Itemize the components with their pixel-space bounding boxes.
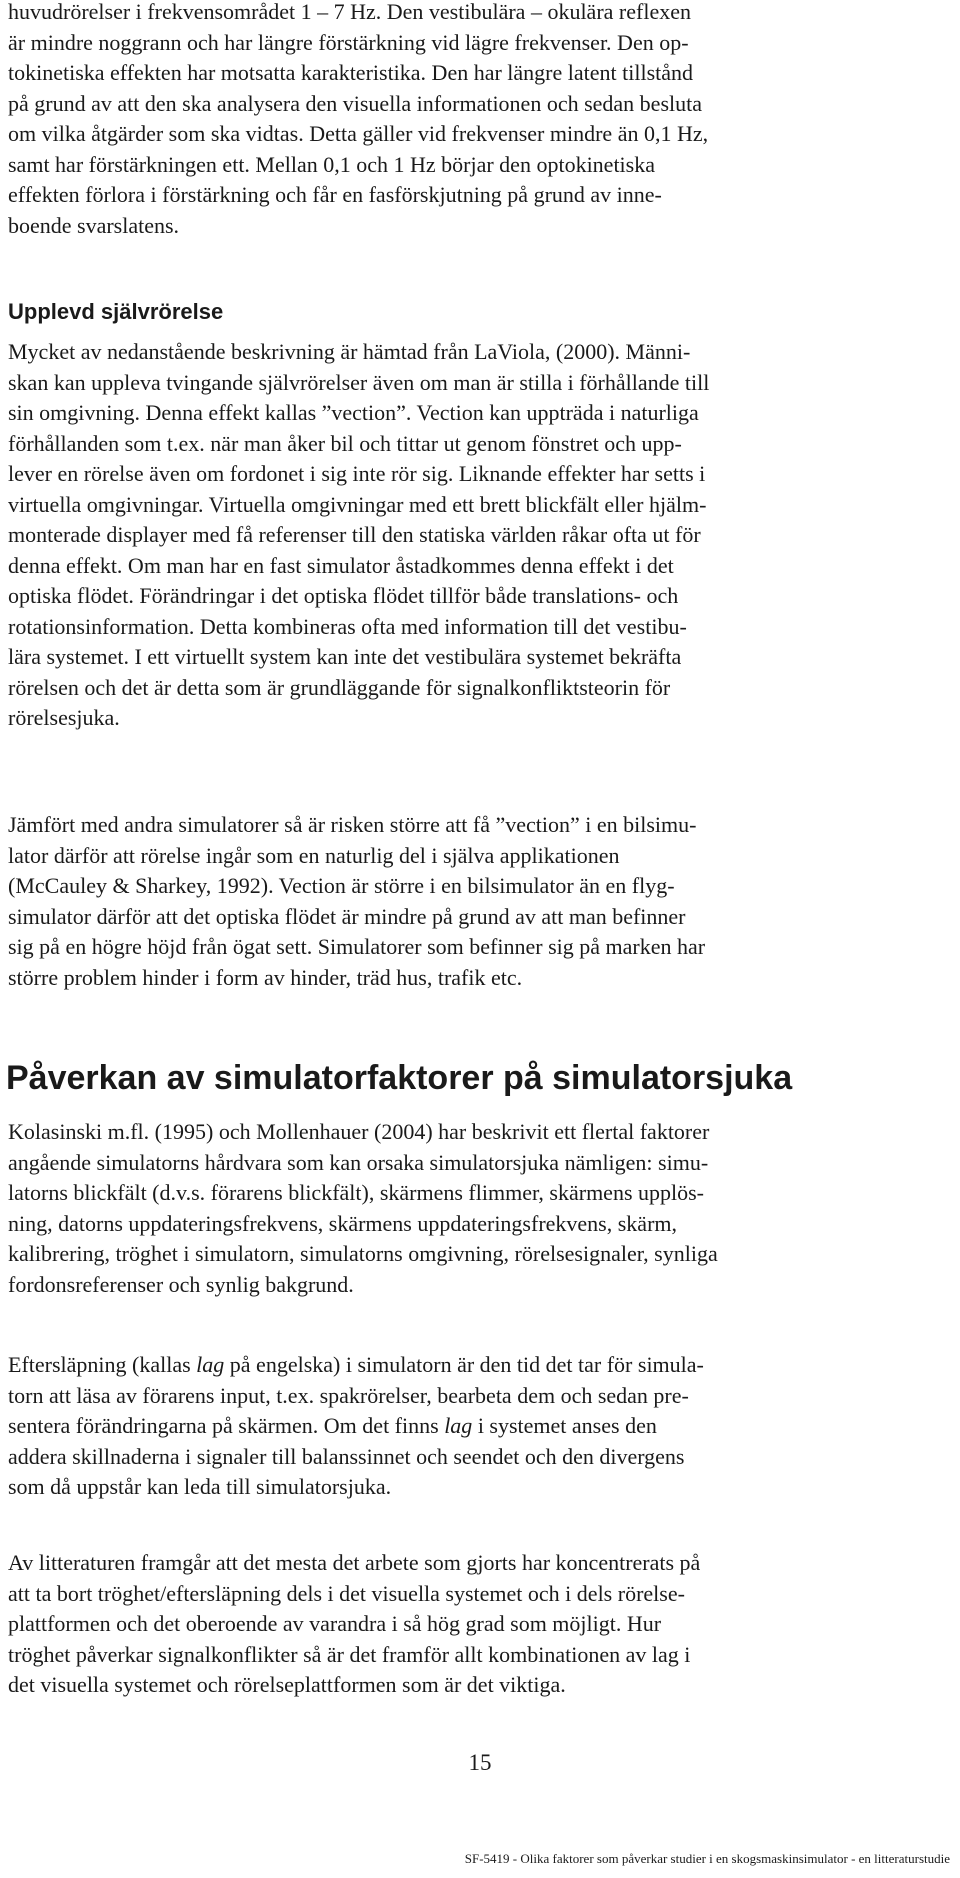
section-heading-upplevd: Upplevd självrörelse <box>8 299 224 324</box>
text-line: effekten förlora i förstärkning och får en fasförskjutning på grund av inne- <box>8 182 662 207</box>
text-line: latorns blickfält (d.v.s. förarens blickfält), skärmens flimmer, skärmens upplös- <box>8 1180 705 1205</box>
text-line: ning, datorns uppdateringsfrekvens, skärmens uppdateringsfrekvens, skärm, <box>8 1210 678 1236</box>
text-line: rörelsen och det är detta som är grundläggande för signalkonfliktsteorin för <box>8 674 671 700</box>
text-line: att ta bort tröghet/eftersläpning dels i det visuella systemet och i dels rörelse- <box>8 1580 685 1606</box>
text-line: det visuella systemet och rörelseplattformen som är det viktiga. <box>8 1672 566 1697</box>
text-line <box>8 1411 958 1442</box>
text-line: kalibrering, tröghet i simulatorn, simulatorns omgivning, rörelsesignaler, synliga <box>8 1241 718 1266</box>
chapter-heading-paverkan: Påverkan av simulatorfaktorer på simulatorsjuka <box>6 1059 793 1097</box>
text-line: sin omgivning. Denna effekt kallas ”vection”. Vection kan uppträda i naturliga <box>8 400 699 425</box>
text-run: i systemet anses den <box>472 1413 657 1438</box>
text-line: optiska flödet. Förändringar i det optiska flödet tillför både translations- och <box>8 583 679 608</box>
text-line: lator därför att rörelse ingår som en naturlig del i själva applikationen <box>8 842 620 868</box>
text-line: addera skillnaderna i signaler till balanssinnet och seendet och den divergens <box>8 1443 685 1469</box>
text-line: torn att läsa av förarens input, t.ex. spakrörelser, bearbeta dem och sedan pre- <box>8 1382 689 1408</box>
text-line: större problem hinder i form av hinder, träd hus, trafik etc. <box>8 964 523 990</box>
text-line: Mycket av nedanstående beskrivning är hämtad från LaViola, (2000). Männi- <box>8 339 691 364</box>
text-line: virtuella omgivningar. Virtuella omgivningar med ett brett blickfält eller hjälm- <box>8 491 707 517</box>
text-line: Av litteraturen framgår att det mesta det arbete som gjorts har koncentrerats på <box>8 1550 701 1575</box>
text-line: sig på en högre höjd från ögat sett. Simulatorer som befinner sig på marken har <box>8 934 706 959</box>
paragraph-jamfort <box>8 810 958 993</box>
page-footer: SF-5419 - Olika faktorer som påverkar studier i en skogsmaskinsimulator - en litteraturstudie <box>464 1851 950 1866</box>
text-line: lever en rörelse även om fordonet i sig inte rör sig. Liknande effekter har setts i <box>8 461 706 486</box>
paragraph-litteraturen <box>8 1548 958 1701</box>
paragraph-eftersl <box>8 1350 958 1503</box>
text-line: rörelsesjuka. <box>8 705 120 730</box>
text-line: boende svarslatens. <box>8 212 180 238</box>
paragraph-kolasinski <box>8 1117 958 1300</box>
text-line: (McCauley & Sharkey, 1992). Vection är större i en bilsimulator än en flyg- <box>8 873 675 898</box>
text-line: tokinetiska effekten har motsatta karakteristika. Den har längre latent tillstånd <box>8 60 694 85</box>
text-line: simulator därför att det optiska flödet är mindre på grund av att man befinner <box>8 903 686 929</box>
text-line: rotationsinformation. Detta kombineras ofta med information till det vestibu- <box>8 613 687 639</box>
text-line: på grund av att den ska analysera den visuella informationen och sedan besluta <box>8 90 702 116</box>
text-line: är mindre noggrann och har längre förstärkning vid lägre frekvenser. Den op- <box>8 29 689 55</box>
text-line: om vilka åtgärder som ska vidtas. Detta gäller vid frekvenser mindre än 0,1 Hz, <box>8 121 709 146</box>
paragraph-vestibular <box>8 0 958 241</box>
text-line: monterade displayer med få referenser till den statiska världen råkar ofta ut för <box>8 522 701 547</box>
text-line: angående simulatorns hårdvara som kan orsaka simulatorsjuka nämligen: simu- <box>8 1149 709 1175</box>
text-run: på engelska) i simulatorn är den tid det tar för simula- <box>224 1352 704 1377</box>
paragraph-upplevd <box>8 337 958 734</box>
text-line: som då uppstår kan leda till simulatorsjuka. <box>8 1474 392 1499</box>
text-run: sentera förändringarna på skärmen. Om det finns <box>8 1413 445 1438</box>
page-number: 15 <box>468 1750 492 1775</box>
text-line: huvudrörelser i frekvensområdet 1 – 7 Hz. Den vestibulära – okulära reflexen <box>8 0 691 24</box>
text-line: samt har förstärkningen ett. Mellan 0,1 och 1 Hz börjar den optokinetiska <box>8 151 655 177</box>
text-line: Kolasinski m.fl. (1995) och Mollenhauer (2004) har beskrivit ett flertal faktorer <box>8 1119 710 1144</box>
text-line: denna effekt. Om man har en fast simulator åstadkommes denna effekt i det <box>8 552 674 578</box>
text-line: Jämfört med andra simulatorer så är risken större att få ”vection” i en bilsimu- <box>8 812 697 837</box>
text-line: lära systemet. I ett virtuellt system kan inte det vestibulära systemet bekräfta <box>8 644 682 669</box>
text-line: förhållanden som t.ex. när man åker bil och tittar ut genom fönstret och upp- <box>8 430 682 456</box>
text-line <box>8 1350 958 1381</box>
text-line: skan kan uppleva tvingande självrörelser även om man är stilla i förhållande till <box>8 369 710 395</box>
text-line: plattformen och det oberoende av varandra i så hög grad som möjligt. Hur <box>8 1611 662 1636</box>
italic-term-lag: lag <box>444 1413 473 1438</box>
italic-term-lag: lag <box>196 1352 225 1377</box>
text-line: tröghet påverkar signalkonflikter så är det framför allt kombinationen av lag i <box>8 1641 691 1667</box>
text-run: Eftersläpning (kallas <box>8 1352 197 1377</box>
text-line: fordonsreferenser och synlig bakgrund. <box>8 1271 354 1297</box>
